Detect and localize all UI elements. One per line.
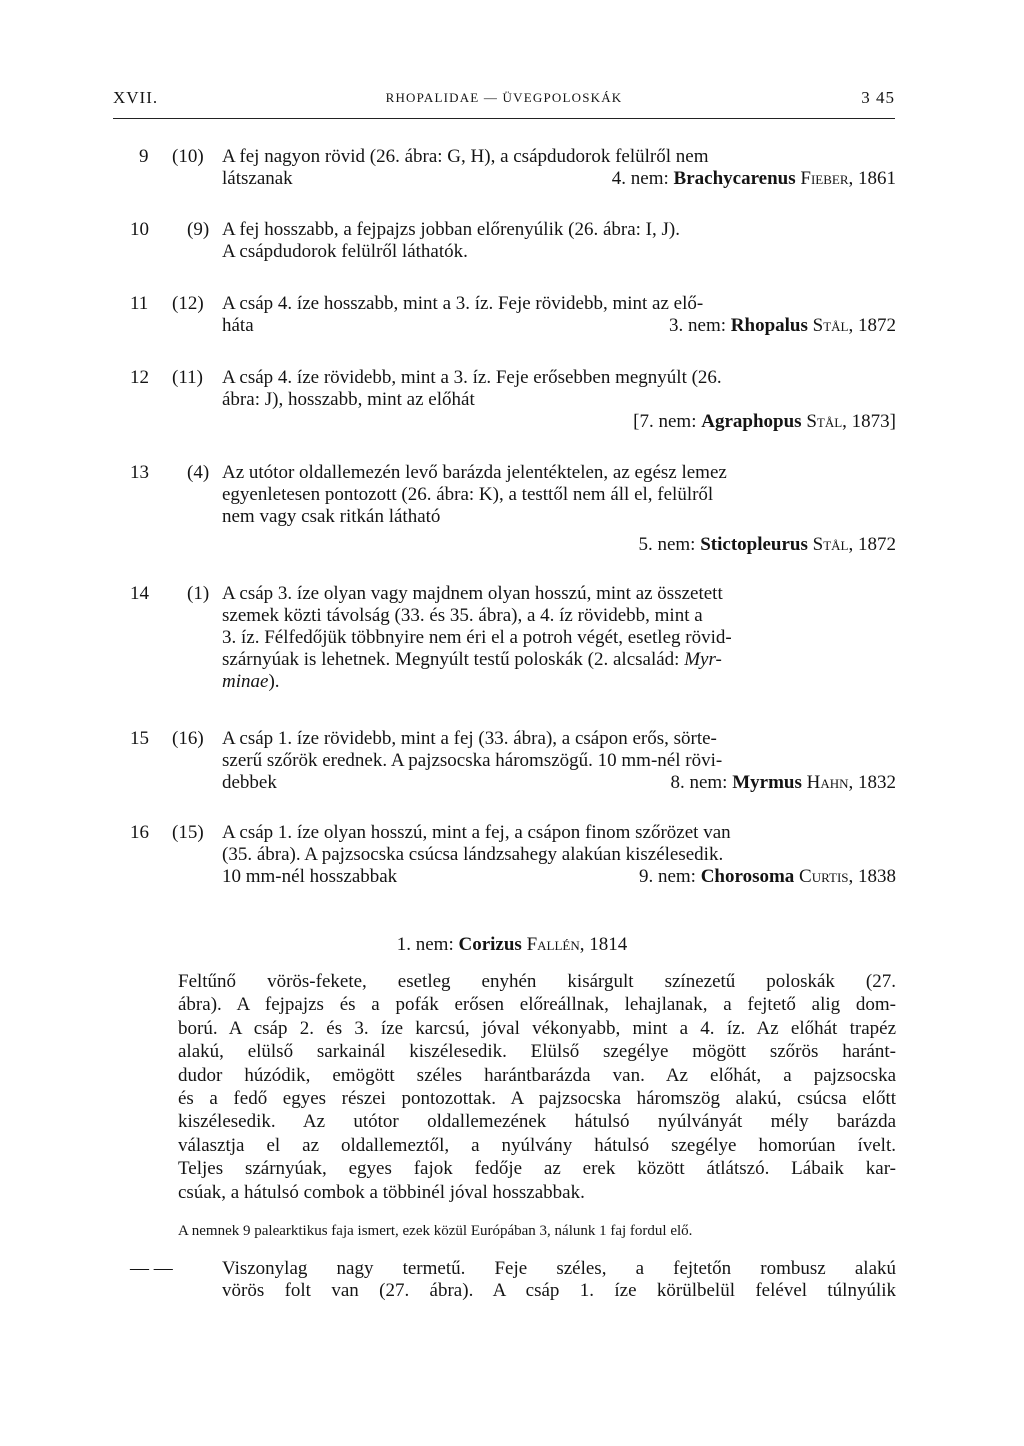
entry-line-left: 10 mm-nél hosszabbak xyxy=(222,866,398,887)
entry-text xyxy=(222,822,896,888)
genus-author: Fieber xyxy=(800,168,849,189)
genus-ref xyxy=(222,534,896,556)
genus-author: Stål xyxy=(812,534,849,555)
entry-ref: (15) xyxy=(172,822,204,843)
page-number: 3 45 xyxy=(861,88,895,107)
entry-line-left: debbek xyxy=(222,772,277,793)
genus-name: Agraphopus xyxy=(701,411,802,432)
entry-text xyxy=(222,462,896,556)
species-count-note: A nemnek 9 palearktikus faja ismert, ezek közül Európában 3, nálunk 1 faj fordul elő. xyxy=(178,1223,693,1239)
genus-year: , 1872 xyxy=(848,534,896,555)
entry-line xyxy=(222,866,896,888)
genus-year: , 1832 xyxy=(848,772,896,793)
genus-ref-prefix: 5. nem: xyxy=(638,534,701,555)
entry-line: 3. íz. Félfedőjük többnyire nem éri el a potroh végét, esetleg rövid- xyxy=(222,627,732,648)
genus-name: Rhopalus xyxy=(730,315,808,336)
genus-heading xyxy=(0,934,1024,956)
genus-author: Stål xyxy=(806,411,843,432)
entry-ref: (4) xyxy=(187,462,210,483)
species-entry-text xyxy=(222,1258,896,1302)
entry-line: ábra: J), hosszabb, mint az előhát xyxy=(222,389,475,410)
entry-number: 9 xyxy=(139,146,149,167)
description-line: Feltűnő vörös-fekete, esetleg enyhén kisárgult színezetű poloskák (27. xyxy=(178,971,896,992)
entry-line: A csáp 1. íze olyan hosszú, mint a fej, a csápon finom szőrözet van xyxy=(222,822,731,843)
entry-number: 14 xyxy=(130,583,149,604)
subfamily-name: Myr- xyxy=(684,649,722,670)
genus-ref xyxy=(639,866,896,888)
genus-ref xyxy=(612,168,896,190)
genus-year: , 1872 xyxy=(848,315,896,336)
genus-year: , 1861 xyxy=(848,168,896,189)
entry-number: 15 xyxy=(130,728,149,749)
genus-heading-author: Fallén xyxy=(526,934,580,955)
genus-name: Chorosoma xyxy=(700,866,795,887)
entry-number: 11 xyxy=(130,293,149,314)
genus-heading-prefix: 1. nem: xyxy=(396,934,459,955)
entry-line: A csáp 4. íze hosszabb, mint a 3. íz. Feje rövidebb, mint az elő- xyxy=(222,293,704,314)
genus-ref-prefix: 9. nem: xyxy=(638,866,701,887)
entry-line: A csáp 3. íze olyan vagy majdnem olyan hosszú, mint az összetett xyxy=(222,583,723,604)
entry-line: A fej nagyon rövid (26. ábra: G, H), a csápdudorok felülről nem xyxy=(222,146,709,167)
genus-ref xyxy=(670,772,896,794)
running-title: RHOPALIDAE — ÜVEGPOLOSKÁK xyxy=(385,90,623,105)
entry-line xyxy=(222,671,896,693)
entry-line: egyenletesen pontozott (26. ábra: K), a testtől nem áll el, felülről xyxy=(222,484,714,505)
description-line: csúak, a hátulsó combok a többinél jóval hosszabbak. xyxy=(178,1181,585,1203)
entry-number: 13 xyxy=(130,462,149,483)
entry-line xyxy=(222,772,896,794)
subfamily-name-end: minae xyxy=(222,671,269,692)
genus-heading-year: , 1814 xyxy=(579,934,628,955)
entry-line xyxy=(222,649,896,671)
genus-ref-prefix: 3. nem: xyxy=(669,315,731,336)
entry-line: szemek közti távolság (33. és 35. ábra), a 4. íz rövidebb, mint a xyxy=(222,605,703,626)
genus-author: Curtis xyxy=(799,866,849,887)
entry-line-text: szárnyúak is lehetnek. Megnyúlt testű poloskák (2. alcsalád: xyxy=(222,649,685,670)
genus-year: , 1838 xyxy=(848,866,896,887)
entry-number: 10 xyxy=(130,219,149,240)
entry-line: A fej hosszabb, a fejpajzs jobban előrenyúlik (26. ábra: I, J). xyxy=(222,219,680,240)
description-line: ábra). A fejpajzs és a pofák erősen előreállnak, lehajlanak, a fejtető alig dom- xyxy=(178,994,896,1016)
entry-text xyxy=(222,219,896,263)
entry-line xyxy=(222,315,896,337)
entry-ref: (9) xyxy=(187,219,210,240)
entry-ref: (1) xyxy=(187,583,210,604)
entry-ref: (16) xyxy=(172,728,204,749)
species-line: Viszonylag nagy termetű. Feje széles, a fejtetőn rombusz alakú xyxy=(222,1258,896,1279)
description-line: alakú, elülső sarkainál kiszélesedik. Elülső szegélye mögött szőrös haránt- xyxy=(178,1041,896,1063)
entry-text xyxy=(222,728,896,794)
genus-ref-prefix: 8. nem: xyxy=(670,772,733,793)
entry-number: 12 xyxy=(130,367,149,388)
entry-line: Az utótor oldallemezén levő barázda jelentéktelen, az egész lemez xyxy=(222,462,727,483)
page-header xyxy=(113,88,895,114)
description-line: dudor húzódik, emögött széles harántbarázda van. Az előhát, a pajzsocska xyxy=(178,1064,896,1086)
species-line: vörös folt van (27. ábra). A csáp 1. íze körülbelül felével túlnyúlik xyxy=(222,1280,896,1301)
header-rule xyxy=(113,118,895,119)
entry-line-left: látszanak xyxy=(222,168,293,189)
genus-ref xyxy=(222,411,896,433)
description-line: Teljes szárnyúak, egyes fajok fedője az erek között átlátszó. Lábaik kar- xyxy=(178,1158,896,1180)
genus-author: Hahn xyxy=(806,772,849,793)
description-line: kiszélesedik. Az utótor oldallemezének hátulsó nyúlványát mély barázda xyxy=(178,1111,896,1133)
description-line: ború. A csáp 2. és 3. íze karcsú, jóval vékonyabb, mint a 4. íz. Az előhát trapéz xyxy=(178,1017,896,1039)
entry-text xyxy=(222,293,896,337)
entry-text xyxy=(222,146,896,190)
description-line: és a fedő egyes részei pontozottak. A pajzsocska háromszög alakú, csúcsa előtt xyxy=(178,1087,896,1109)
description-line: választja el az oldallemeztől, a nyúlvány hátulsó szegélye homorúan ívelt. xyxy=(178,1134,896,1156)
entry-line-left: háta xyxy=(222,315,254,336)
entry-line: szerű szőrök erednek. A pajzsocska háromszögű. 10 mm-nél rövi- xyxy=(222,750,723,771)
entry-line: nem vagy csak ritkán látható xyxy=(222,506,441,527)
genus-author: Stål xyxy=(812,315,849,336)
dash-marker: — — xyxy=(130,1258,173,1279)
entry-number: 16 xyxy=(130,822,149,843)
genus-name: Myrmus xyxy=(732,772,802,793)
entry-line: (35. ábra). A pajzsocska csúcsa lándzsahegy alakúan kiszélesedik. xyxy=(222,844,724,865)
genus-year: , 1873] xyxy=(842,411,896,432)
entry-ref: (12) xyxy=(172,293,204,314)
entry-line: A csáp 1. íze rövidebb, mint a fej (33. ábra), a csápon erős, sörte- xyxy=(222,728,717,749)
genus-name: Stictopleurus xyxy=(700,534,808,555)
entry-text xyxy=(222,583,896,693)
entry-text xyxy=(222,367,896,433)
entry-line: A csápdudorok felülről láthatók. xyxy=(222,241,468,262)
genus-ref-prefix: 4. nem: xyxy=(611,168,674,189)
entry-line xyxy=(222,168,896,190)
genus-description xyxy=(178,970,896,1204)
genus-heading-name: Corizus xyxy=(458,934,522,955)
genus-ref-prefix: [7. nem: xyxy=(633,411,702,432)
entry-line: A csáp 4. íze rövidebb, mint a 3. íz. Feje erősebben megnyúlt (26. xyxy=(222,367,722,388)
chapter-number: XVII. xyxy=(113,88,159,107)
entry-ref: (11) xyxy=(172,367,203,388)
entry-line-text: ). xyxy=(268,671,280,692)
genus-name: Brachycarenus xyxy=(673,168,796,189)
genus-ref xyxy=(669,315,896,337)
entry-ref: (10) xyxy=(172,146,204,167)
